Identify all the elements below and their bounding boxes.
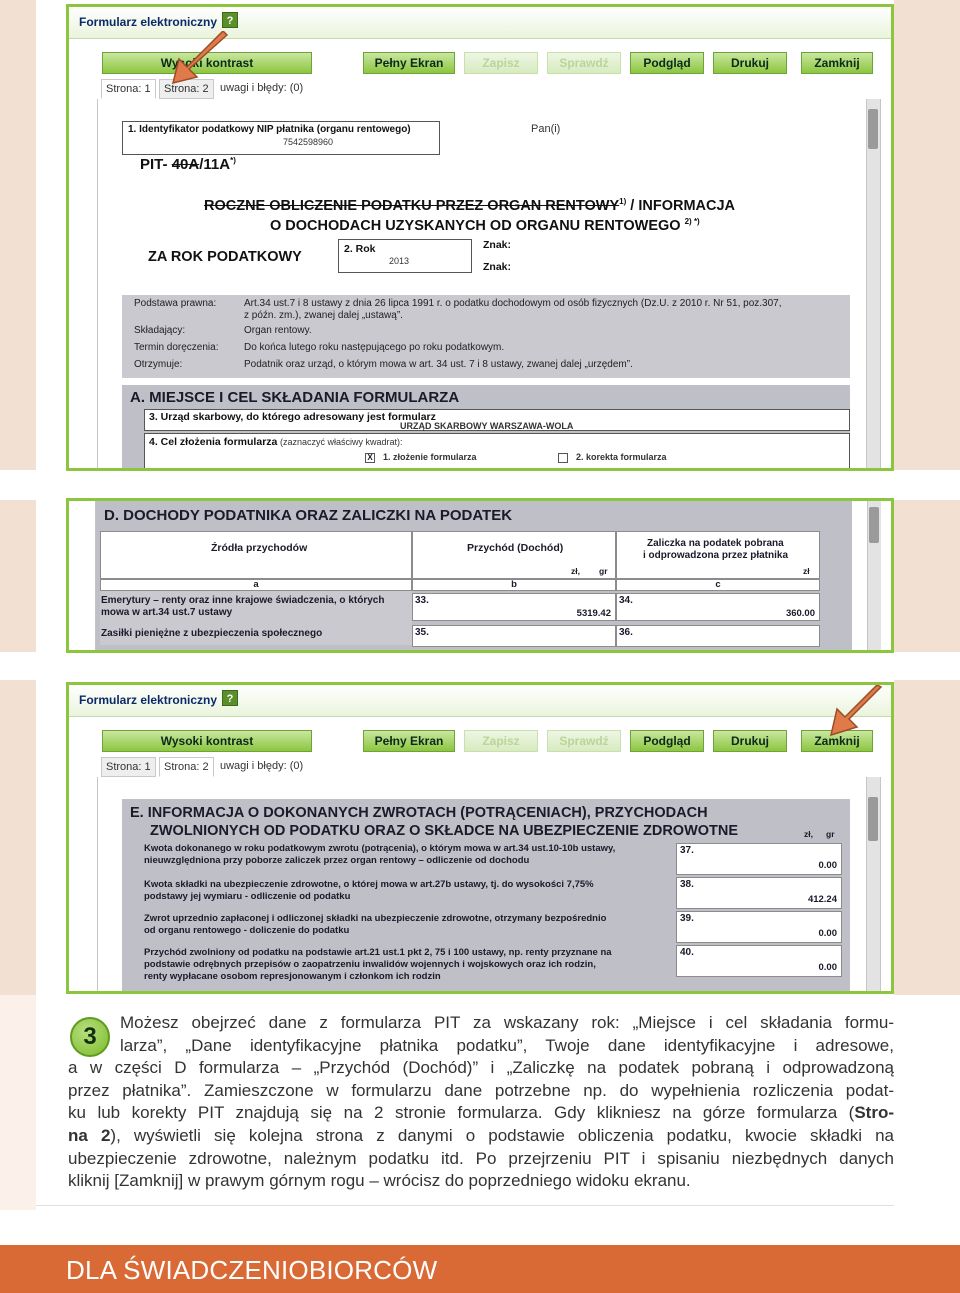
text-line: ku lub korekty PIT znajdują się na 2 stronie formularza. Gdy klikniesz na górze formularza (Stro- xyxy=(68,1103,894,1123)
pan-label: Pan(i) xyxy=(531,123,561,135)
scrollbar-thumb[interactable] xyxy=(869,507,879,543)
section-e-title: ZWOLNIONYCH OD PODATKU ORAZ O SKŁADCE NA UBEZPIECZENIE ZDROWOTNE xyxy=(150,823,739,839)
tab-page-2[interactable]: Strona: 2 xyxy=(159,757,214,777)
check-button[interactable]: Sprawdź xyxy=(547,730,621,752)
legal-info-box xyxy=(122,295,850,378)
nip-label: 1. Identyfikator podatkowy NIP płatnika (organu rentowego) xyxy=(128,124,411,135)
text-line: larza”, „Dane identyfikacyjne płatnika podatku”, Twoje dane identyfikacyjne i adresowe, xyxy=(120,1035,894,1055)
tab-errors[interactable]: uwagi i błędy: (0) xyxy=(220,82,304,94)
preview-button[interactable]: Podgląd xyxy=(630,730,704,752)
advance-pensions-field[interactable]: 34. 360.00 xyxy=(616,593,820,621)
save-button[interactable]: Zapisz xyxy=(464,730,538,752)
panel-header xyxy=(69,685,891,717)
screenshot-panel-page2 xyxy=(66,682,894,994)
preview-button[interactable]: Podgląd xyxy=(630,52,704,74)
tab-page-1[interactable]: Strona: 1 xyxy=(101,757,156,777)
form-code: PIT- 40A/11A*) xyxy=(140,156,236,173)
row-exempt-income-label: Przychód zwolniony od podatku na podstawie art.21 ust.1 pkt 2, 75 i 100 ustawy, np. renty przyznane na podstawie odrębnych przepisów o zaopatrzeniu inwalidów wojennych i wojskowych oraz ich rodzin, renty wypłacane osobom represjonowanym i członkom ich rodzin xyxy=(144,947,612,982)
purpose-field xyxy=(144,433,850,471)
tab-page-1[interactable]: Strona: 1 xyxy=(101,79,156,99)
year-field xyxy=(338,239,472,273)
divider xyxy=(36,1205,894,1206)
table-header-advance: Zaliczka na podatek pobrana i odprowadzona przez płatnika zł xyxy=(616,531,820,579)
nip-value: 7542598960 xyxy=(283,137,334,147)
form-title-line2: O DOCHODACH UZYSKANYCH OD ORGANU RENTOWEGO $^{2) *)}$ xyxy=(270,217,700,234)
section-e-title: E. INFORMACJA O DOKONANYCH ZWROTACH (POTRĄCENIACH), PRZYCHODACH xyxy=(130,805,708,821)
help-icon[interactable]: ? xyxy=(222,690,238,706)
fullscreen-button[interactable]: Pełny Ekran xyxy=(363,730,455,752)
purpose-hint: (zaznaczyć właściwy kwadrat): xyxy=(280,437,403,447)
arrow-pointer-icon xyxy=(167,31,237,87)
scrollbar[interactable] xyxy=(866,777,880,991)
unit-zl: zł, xyxy=(804,829,813,839)
step-description xyxy=(68,1012,894,1193)
scrollbar[interactable] xyxy=(867,501,881,650)
unit-gr: gr xyxy=(826,829,835,839)
income-benefits-field[interactable]: 35. xyxy=(412,625,616,647)
right-decor-strip xyxy=(894,680,960,995)
row-contribution-refund-label: Zwrot uprzednio zapłaconej i odliczonej składki na ubezpieczenie zdrowotne, otrzymany bezpośrednio od organu rentowego - doliczenie do podatku xyxy=(144,913,607,936)
text-line: ubezpieczenie zdrowotne, należnym podatku itd. Po przejrzeniu PIT i spisaniu niezbędnych danych xyxy=(68,1148,894,1168)
section-e xyxy=(122,799,850,994)
form-page-area xyxy=(97,99,881,468)
tab-page-2[interactable]: Strona: 2 xyxy=(159,79,214,99)
text-line: kliknij [Zamknij] w prawym górnym rogu – wrócisz do poprzedniego widoku ekranu. xyxy=(68,1171,691,1191)
checkbox-submission[interactable]: X xyxy=(365,453,375,463)
form-title: Formularz elektroniczny xyxy=(79,693,218,707)
fullscreen-button[interactable]: Pełny Ekran xyxy=(363,52,455,74)
option-correction-label: 2. korekta formularza xyxy=(576,452,667,462)
right-decor-strip xyxy=(894,0,960,470)
section-d-title: D. DOCHODY PODATNIKA ORAZ ZALICZKI NA PODATEK xyxy=(104,507,513,524)
footer-bar xyxy=(0,1245,960,1293)
right-decor-strip xyxy=(894,500,960,652)
info-value: Organ rentowy. xyxy=(244,325,312,336)
left-decor-strip xyxy=(0,680,36,995)
close-button[interactable]: Zamknij xyxy=(801,52,873,74)
info-key: Termin doręczenia: xyxy=(134,342,219,353)
tax-office-label: 3. Urząd skarbowy, do którego adresowany jest formularz xyxy=(149,411,436,423)
form-title: Formularz elektroniczny xyxy=(79,15,218,29)
advance-benefits-field[interactable]: 36. xyxy=(616,625,820,647)
screenshot-panel-section-d xyxy=(66,498,894,653)
tax-year-heading: ZA ROK PODATKOWY xyxy=(148,249,302,265)
help-icon[interactable]: ? xyxy=(222,12,238,28)
text-line: na 2), wyświetli się kolejna strona z danymi o podstawie obliczenia podatku, kwocie składki na xyxy=(68,1125,894,1145)
form-page-area xyxy=(97,777,881,991)
table-row-benefits-label: Zasiłki pieniężne z ubezpieczenia społecznego xyxy=(100,623,412,645)
tax-office-value: URZĄD SKARBOWY WARSZAWA-WOLA xyxy=(400,421,574,431)
table-header-income: Przychód (Dochód) zł, gr xyxy=(412,531,616,579)
tab-errors[interactable]: uwagi i błędy: (0) xyxy=(220,760,304,772)
table-row-pensions-label: Emerytury – renty oraz inne krajowe świadczenia, o których mowa w art.34 ust.7 ustawy xyxy=(100,591,412,623)
health-contribution-field[interactable]: 38. 412.24 xyxy=(676,877,842,909)
info-value: Do końca lutego roku następującego po roku podatkowym. xyxy=(244,342,505,353)
arrow-pointer-icon xyxy=(825,685,887,739)
close-button[interactable]: Zamknij xyxy=(801,730,873,752)
sign-label: Znak: xyxy=(483,239,512,251)
scrollbar[interactable] xyxy=(866,99,880,468)
form-page-area xyxy=(95,501,865,650)
column-label-c: c xyxy=(616,579,820,591)
section-a xyxy=(122,385,850,471)
year-value: 2013 xyxy=(389,256,410,266)
info-key: Składający: xyxy=(134,325,186,336)
column-label-a: a xyxy=(100,579,412,591)
info-key: Otrzymuje: xyxy=(134,359,183,370)
left-decor-strip xyxy=(0,995,36,1210)
info-value: Art.34 ust.7 i 8 ustawy z dnia 26 lipca 1991 r. o podatku dochodowym od osób fizycznych (Dz.U. z 2010 r. Nr 51, poz.307, xyxy=(244,298,782,309)
print-button[interactable]: Drukuj xyxy=(713,730,787,752)
tax-office-field xyxy=(144,409,850,431)
step-number-badge: 3 xyxy=(70,1017,110,1057)
column-label-b: b xyxy=(412,579,616,591)
check-button[interactable]: Sprawdź xyxy=(547,52,621,74)
nip-field xyxy=(122,121,440,155)
info-value: z późn. zm.), zwanej dalej „ustawą”. xyxy=(244,310,403,321)
footer-title: DLA ŚWIADCZENIOBIORCÓW xyxy=(66,1255,438,1285)
scrollbar-thumb[interactable] xyxy=(868,797,878,841)
section-a-title: A. MIEJSCE I CEL SKŁADANIA FORMULARZA xyxy=(130,389,460,406)
print-button[interactable]: Drukuj xyxy=(713,52,787,74)
section-d xyxy=(96,501,852,653)
scrollbar-thumb[interactable] xyxy=(868,109,878,149)
income-pensions-field[interactable]: 33. 5319.42 xyxy=(412,593,616,621)
purpose-label: 4. Cel złożenia formularza xyxy=(149,436,278,448)
option-submission-label: 1. złożenie formularza xyxy=(383,452,477,462)
row-refund-label: Kwota dokonanego w roku podatkowym zwrotu (potrącenia), o którym mowa w art.34 ust.10-10b ustawy, nieuwzględniona przy poborze zaliczek przez organ rentowy – odliczenie od dochodu xyxy=(144,843,616,866)
checkbox-correction[interactable] xyxy=(558,453,568,463)
left-decor-strip xyxy=(0,500,36,652)
table-header-sources: Źródła przychodów xyxy=(100,531,412,579)
text-line: a w części D formularza – „Przychód (Dochód)” i „Zaliczkę na podatek pobraną i odprowadzoną xyxy=(68,1058,894,1078)
refund-field[interactable]: 37. 0.00 xyxy=(676,843,842,875)
info-value: Podatnik oraz urząd, o którym mowa w art. 34 ust. 7 i 8 ustawy, zwanej dalej „urzędem”. xyxy=(244,359,633,370)
year-label: 2. Rok xyxy=(344,243,376,255)
left-decor-strip xyxy=(0,0,36,470)
save-button[interactable]: Zapisz xyxy=(464,52,538,74)
high-contrast-button[interactable]: Wysoki kontrast xyxy=(102,730,312,752)
sign-label: Znak: xyxy=(483,261,512,273)
high-contrast-button[interactable]: Wysoki kontrast xyxy=(102,52,312,74)
text-line: przez płatnika”. Zamieszczone w formularzu dane potrzebne np. do wypełnienia rozliczenia podat- xyxy=(68,1080,894,1100)
form-title-line1: ROCZNE OBLICZENIE PODATKU PRZEZ ORGAN RENTOWY$^{1)}$ / INFORMACJA xyxy=(204,197,736,214)
exempt-income-field[interactable]: 40. 0.00 xyxy=(676,945,842,977)
info-key: Podstawa prawna: xyxy=(134,298,217,309)
row-health-contribution-label: Kwota składki na ubezpieczenie zdrowotne, o której mowa w art.27b ustawy, tj. do wysokości 7,75% podstawy jej wymiaru - odliczenie od podatku xyxy=(144,879,594,902)
screenshot-panel-page1 xyxy=(66,4,894,471)
contribution-refund-field[interactable]: 39. 0.00 xyxy=(676,911,842,943)
text-line: Możesz obejrzeć dane z formularza PIT za wskazany rok: „Miejsce i cel składania formu- xyxy=(120,1013,894,1032)
